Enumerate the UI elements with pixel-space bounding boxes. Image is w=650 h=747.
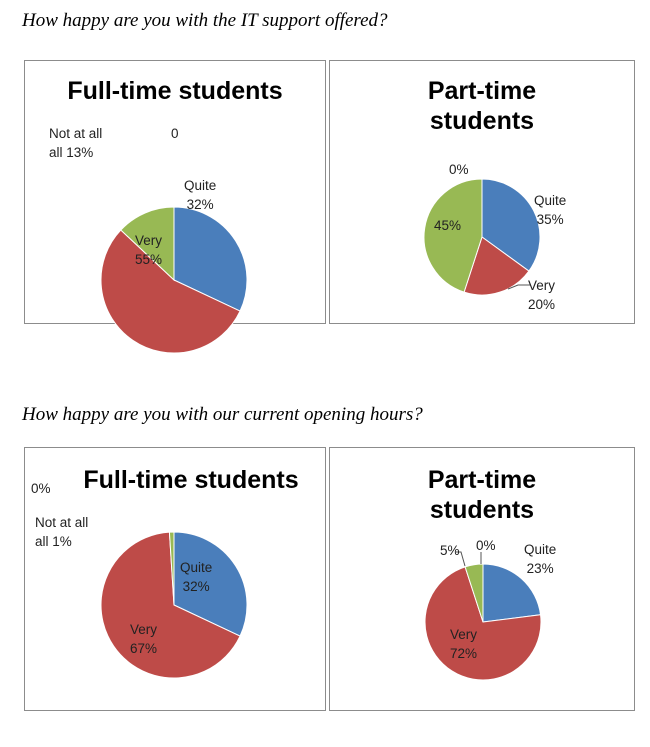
chart-panel-pt-it (329, 60, 635, 324)
label-five-percent: 5% (440, 543, 460, 558)
label-very: Very 67% (130, 622, 158, 656)
label-quite: Quite 32% (184, 178, 217, 212)
chart-title: Part-time students (427, 466, 537, 524)
chart-title: Part-time students (427, 77, 537, 135)
label-zero: 0 (171, 126, 179, 141)
pie-chart (25, 61, 327, 325)
label-quite: Quite 35% (534, 193, 567, 227)
chart-panel-pt-hours (329, 447, 635, 711)
question-opening-hours: How happy are you with our current opening hours? (22, 404, 423, 425)
leader-line-very (330, 61, 636, 325)
pie-chart (25, 448, 327, 712)
chart-title: Full-time students (67, 77, 283, 105)
label-very: Very 55% (135, 233, 163, 267)
label-not-at-all: Not at all all 1% (35, 515, 89, 549)
label-quite: Quite 23% (524, 542, 557, 576)
leader-lines (330, 448, 636, 712)
chart-panel-ft-it (24, 60, 326, 324)
label-zero: 0% (476, 538, 496, 553)
label-very: Very 72% (450, 627, 478, 661)
label-zero: 0% (31, 481, 51, 496)
label-quite: Quite 32% (180, 560, 213, 594)
label-green-slice: 45% (434, 218, 462, 233)
label-zero: 0% (449, 162, 469, 177)
label-not-at-all: Not at all all 13% (49, 126, 103, 160)
chart-title: Full-time students (83, 466, 299, 494)
chart-panel-ft-hours (24, 447, 326, 711)
label-very: Very 20% (528, 278, 556, 312)
question-it-support: How happy are you with the IT support offered? (22, 10, 388, 31)
